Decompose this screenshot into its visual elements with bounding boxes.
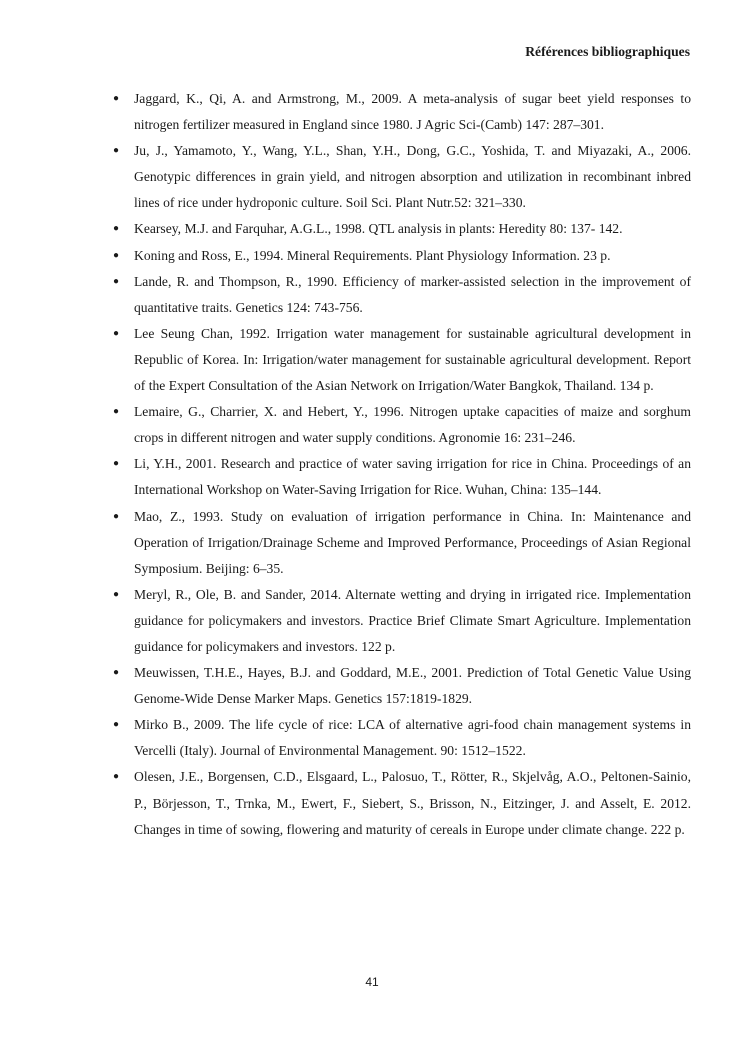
bullet-icon: ● [113,510,120,522]
reference-text: Kearsey, M.J. and Farquhar, A.G.L., 1998. QTL analysis in plants: Heredity 80: 137- 142. [134,221,623,237]
reference-text: Mirko B., 2009. The life cycle of rice: LCA of alternative agri-food chain management systems in Vercelli (Italy). Journal of Environmental Management. 90: 1512–1522. [134,717,691,759]
bullet-icon: ● [113,406,120,418]
bullet-icon: ● [113,667,120,679]
reference-text: Ju, J., Yamamoto, Y., Wang, Y.L., Shan, Y.H., Dong, G.C., Yoshida, T. and Miyazaki, A., 2006. Genotypic differences in grain yield, and nitrogen absorption and utilization in recombinant inbred lines of rice under hydroponic culture. Soil Sci. Plant Nutr.52: 321–330. [134,143,691,211]
reference-text: Meuwissen, T.H.E., Hayes, B.J. and Goddard, M.E., 2001. Prediction of Total Genetic Value Using Genome-Wide Dense Marker Maps. Genetics 157:1819-1829. [134,665,691,707]
bullet-icon: ● [113,223,120,235]
reference-text: Lee Seung Chan, 1992. Irrigation water management for sustainable agricultural development in Republic of Korea. In: Irrigation/water management for sustainable agricultural development. Report of the Expert Consultation of the Asian Network on Irrigation/Water Bangkok, Thailand. 134 p. [134,325,691,394]
reference-item [113,712,691,764]
reference-text: Li, Y.H., 2001. Research and practice of water saving irrigation for rice in China. Proceedings of an International Workshop on Water-Saving Irrigation for Rice. Wuhan, China: 135–144. [134,456,691,498]
reference-item [113,451,691,503]
reference-text: Koning and Ross, E., 1994. Mineral Requirements. Plant Physiology Information. 23 p. [134,247,611,263]
reference-item [113,86,691,138]
page-header-title: Références bibliographiques [525,44,690,59]
reference-text: Olesen, J.E., Borgensen, C.D., Elsgaard, L., Palosuo, T., Rötter, R., Skjelvåg, A.O., Peltonen-Sainio, P., Börjesson, T., Trnka, M., Ewert, F., Siebert, S., Brisson, N., Eitzinger, J. and Asselt, E. 2012. Changes in time of sowing, flowering and maturity of cereals in Europe under climate change. 222 p. [134,769,691,837]
bullet-icon: ● [113,719,120,731]
bullet-icon: ● [113,249,120,261]
reference-item [113,138,691,216]
reference-text: Lemaire, G., Charrier, X. and Hebert, Y., 1996. Nitrogen uptake capacities of maize and sorghum crops in different nitrogen and water supply conditions. Agronomie 16: 231–246. [134,404,691,446]
reference-item [113,660,691,712]
reference-item [113,399,691,451]
reference-item [113,582,691,660]
reference-item [113,764,691,842]
reference-item [113,243,691,269]
reference-item [113,269,691,321]
bullet-icon: ● [113,145,120,157]
bullet-icon: ● [113,588,120,600]
bullet-icon: ● [113,458,120,470]
page-number: 41 [365,975,379,989]
bullet-icon: ● [113,93,120,104]
reference-text: Jaggard, K., Qi, A. and Armstrong, M., 2009. A meta-analysis of sugar beet yield responses to nitrogen fertilizer measured in England since 1980. J Agric Sci-(Camb) 147: 287–301. [134,91,691,133]
reference-item [113,216,691,242]
bullet-icon: ● [113,771,120,783]
reference-item [113,504,691,582]
reference-text: Meryl, R., Ole, B. and Sander, 2014. Alternate wetting and drying in irrigated rice. Implementation guidance for policymakers and investors. Practice Brief Climate Smart Agriculture. Implementation guidance for policymakers and investors. 122 p. [134,586,691,654]
bullet-icon: ● [113,327,120,339]
reference-list [0,86,744,843]
bullet-icon: ● [113,275,120,287]
reference-text: Mao, Z., 1993. Study on evaluation of irrigation performance in China. In: Maintenance and Operation of Irrigation/Drainage Scheme and Improved Performance, Proceedings of Asian Regional Symposium. Beijing: 6–35. [134,508,691,576]
reference-text: Lande, R. and Thompson, R., 1990. Efficiency of marker-assisted selection in the improvement of quantitative traits. Genetics 124: 743-756. [134,273,691,315]
reference-item [113,321,691,399]
